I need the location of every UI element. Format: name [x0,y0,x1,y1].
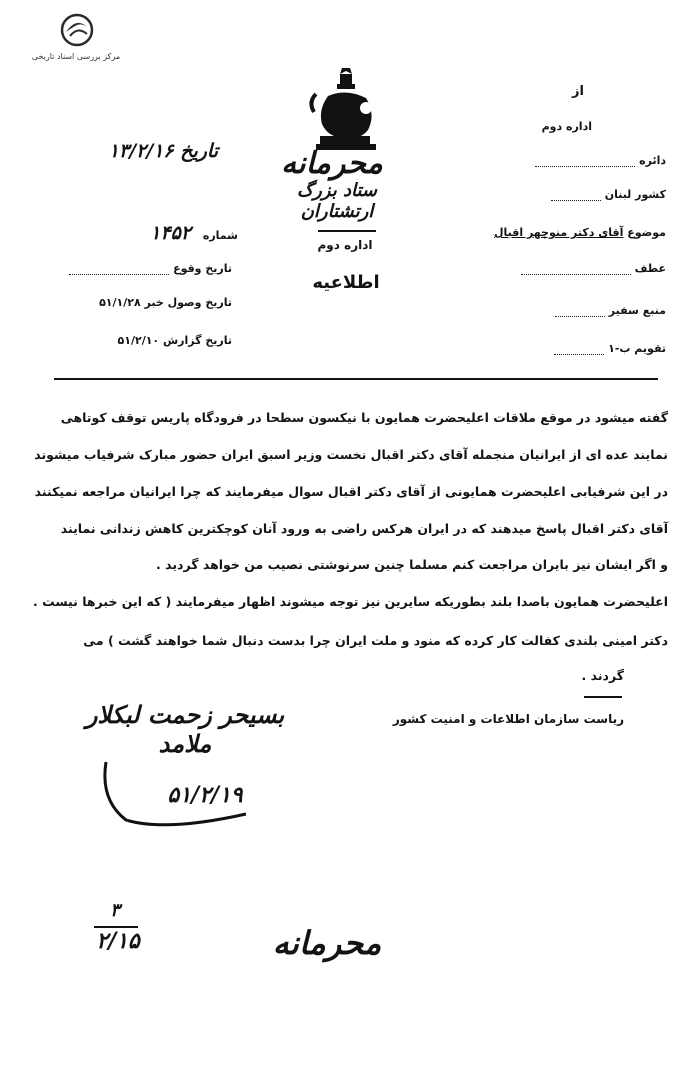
receipt-date-label: تاریخ وصول خبر [144,296,232,309]
confidential-seal-stamp: محرمانه [281,146,383,181]
body-line: نمایند عده ای از ایرانیان منجمله آقای دکتر اقبال نخست وزیر اسبق ایران حضور مبارک شرفیاب میشوند [34,447,668,462]
body-line: آقای دکتر اقبال پاسخ میدهند که در ایران هرکس راضی به ورود آنان کوچکترین کاهش زندانی نمایند [60,521,668,536]
subject-label: موضوع [627,226,666,239]
office-title: ستاد بزرگ ارتشتاران [296,180,378,222]
body-line: گفته میشود در موقع ملاقات اعلیحضرت همایون با نیکسون سطحا در فرودگاه پاریس توقف کوتاهی [60,410,668,425]
source-label: منبع [642,304,666,317]
subject-value: آقای دکتر منوچهر اقبال [493,226,624,239]
date-label: تاریخ [180,140,218,162]
department-field: اداره دوم [541,120,592,133]
closing-mark [584,696,622,698]
department-label: اداره دوم [317,238,373,252]
page-number-bottom: ۲/۱۵ [96,928,140,954]
source-field [512,304,666,317]
report-date-field [66,334,232,347]
body-line: دکتر امینی بلندی کفالت کار کرده که منود و ملت ایران چرا بدست دنبال شما خواهند گشت ) می [83,633,668,648]
receipt-date-value: ۵۱/۱/۲۸ [99,296,141,309]
header-separator-line [54,378,658,380]
classification-stamp: محرمانه [272,924,382,962]
occurrence-date-field [56,262,232,275]
assessment-dots [554,344,604,355]
body-line: و اگر ایشان نیز بایران مراجعت کنم مسلما چنین سرنوشتی نصیب من خواهد گردید . [156,557,668,572]
handwritten-bracket [96,760,256,832]
number-value: ۱۴۵۲ [150,222,191,244]
circle-label: دائره [639,154,666,167]
country-value: لبنان [604,188,632,201]
assessment-value: ب-۱ [608,342,631,355]
body-line: در این شرفیابی اعلیحضرت همایونی از آقای دکتر اقبال سوال میفرمایند که چرا ایرانیان مراجعه نمیکنند [34,484,668,499]
source-value: سفیر [608,304,639,317]
reference-dots [521,264,631,275]
handwritten-note: بسیحر زحمت لبکلار ملامد [85,700,285,758]
receipt-date-field [56,296,232,309]
from-field: از [572,84,584,99]
occurrence-date-dots [69,264,169,275]
country-field [512,188,666,201]
header-divider [318,230,376,232]
distribution-line: ریاست سازمان اطلاعات و امنیت کشور [392,712,624,726]
number-field [100,222,238,244]
country-label: کشور [635,188,666,201]
occurrence-date-label: تاریخ وقوع [173,262,232,275]
page-number-top: ۳ [110,900,120,921]
reference-label: عطف [634,262,666,275]
report-date-value: ۵۱/۲/۱۰ [117,334,160,347]
archive-caption: مرکز بررسی اسناد تاریخی [31,52,121,61]
assessment-field [512,342,666,355]
report-date-label: تاریخ گزارش [162,334,232,347]
assessment-label: تقویم [634,342,666,355]
handwritten-date: ۵۱/۲/۱۹ [167,782,243,808]
reference-field [512,262,666,275]
body-line: اعلیحضرت همایون باصدا بلند بطوریکه سایرین نیز توجه میشوند اظهار میفرمایند ( که این خبرها نیست . [33,594,668,609]
body-line: گردند . [581,668,624,683]
country-dots [551,190,601,201]
subject-field [446,226,666,239]
source-dots [555,306,605,317]
archive-logo-icon [60,12,94,48]
date-value: ۱۳/۲/۱۶ [108,140,174,162]
date-field [78,140,218,162]
circle-dots [535,156,635,167]
circle-field [512,154,666,167]
document-type: اطلاعیه [312,272,380,293]
number-label: شماره [202,229,238,242]
archive-watermark [26,12,126,68]
